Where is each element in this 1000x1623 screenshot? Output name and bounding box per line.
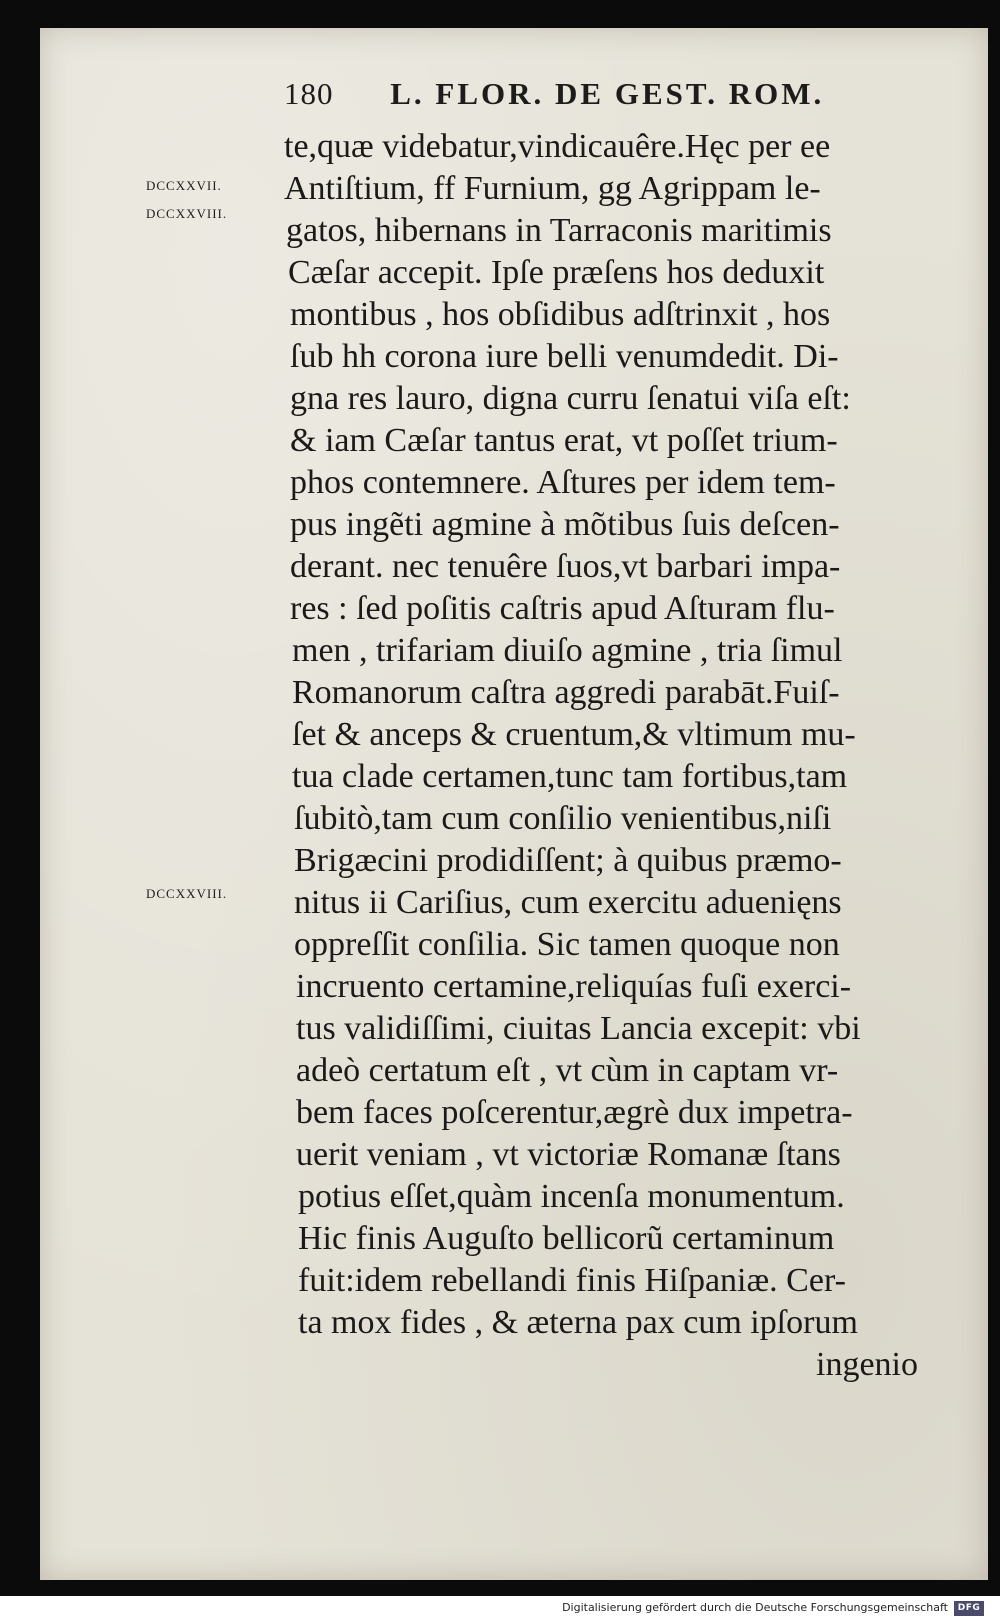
funding-credit: Digitalisierung gefördert durch die Deutsche Forschungsgemeinschaft	[562, 1601, 948, 1614]
page-number: 180	[284, 76, 334, 111]
text-line-1: te,quæ videbatur,vindicauêre.Hęc per ee	[284, 128, 831, 165]
running-head	[284, 76, 824, 112]
margin-note-year-3: DCCXXVIII.	[146, 886, 228, 901]
text-line-22: tus validiſſimi, ciuitas Lancia excepit: vbi	[296, 1010, 861, 1047]
catchword: ingenio	[816, 1346, 918, 1383]
text-line-12: res : ſed poſitis caſtris apud Aſturam flu-	[290, 590, 835, 627]
text-line-24: bem faces poſcerentur,ægrè dux impetra-	[296, 1094, 853, 1131]
text-line-10: pus ingẽti agmine à mõtibus ſuis deſcen-	[290, 506, 840, 543]
text-line-21: incruento certamine,reliquías fuſi exerci-	[296, 968, 852, 1005]
text-line-4: Cæſar accepit. Ipſe præſens hos deduxit	[288, 254, 825, 291]
text-line-6: ſub hh corona iure belli venumdedit. Di-	[290, 338, 839, 375]
text-line-2: Antiſtium, ff Furnium, gg Agrippam le-	[284, 170, 821, 207]
text-line-17: ſubitò,tam cum conſilio venientibus,niſi	[294, 800, 832, 837]
digitization-footer	[0, 1596, 1000, 1623]
text-line-18: Brigæcini prodidiſſent; à quibus præmo-	[294, 842, 842, 879]
book-page	[40, 28, 988, 1580]
text-line-23: adeò certatum eſt , vt cùm in captam vr-	[296, 1052, 839, 1089]
text-line-27: Hic finis Auguſto bellicorũ certaminum	[298, 1220, 835, 1257]
margin-note-year-2: DCCXXVIII.	[146, 206, 228, 221]
text-line-19: nitus ii Cariſius, cum exercitu aduenięns	[294, 884, 842, 921]
dfg-logo: DFG	[954, 1601, 984, 1616]
text-line-20: oppreſſit conſilia. Sic tamen quoque non	[294, 926, 840, 963]
text-line-25: uerit veniam , vt victoriæ Romanæ ſtans	[296, 1136, 841, 1173]
text-line-16: tua clade certamen,tunc tam fortibus,tam	[292, 758, 848, 795]
text-line-26: potius eſſet,quàm incenſa monumentum.	[298, 1178, 845, 1215]
text-line-29: ta mox fides , & æterna pax cum ipſorum	[298, 1304, 858, 1341]
text-line-5: montibus , hos obſidibus adſtrinxit , hos	[290, 296, 831, 333]
text-line-15: ſet & anceps & cruentum,& vltimum mu-	[292, 716, 856, 753]
margin-note-year-1: DCCXXVII.	[146, 178, 222, 193]
text-line-14: Romanorum caſtra aggredi parabāt.Fuiſ-	[292, 674, 840, 711]
text-line-9: phos contemnere. Aſtures per idem tem-	[290, 464, 836, 501]
text-line-8: & iam Cæſar tantus erat, vt poſſet trium-	[290, 422, 838, 459]
text-line-13: men , trifariam diuiſo agmine , tria ſimul	[292, 632, 843, 669]
running-title: L. FLOR. DE GEST. ROM.	[390, 76, 825, 111]
text-line-3: gatos, hibernans in Tarraconis maritimis	[286, 212, 832, 249]
text-line-7: gna res lauro, digna curru ſenatui viſa eſt:	[290, 380, 851, 417]
text-line-11: derant. nec tenuêre ſuos,vt barbari impa-	[290, 548, 841, 585]
text-line-28: fuit:idem rebellandi finis Hiſpaniæ. Cer-	[298, 1262, 846, 1299]
